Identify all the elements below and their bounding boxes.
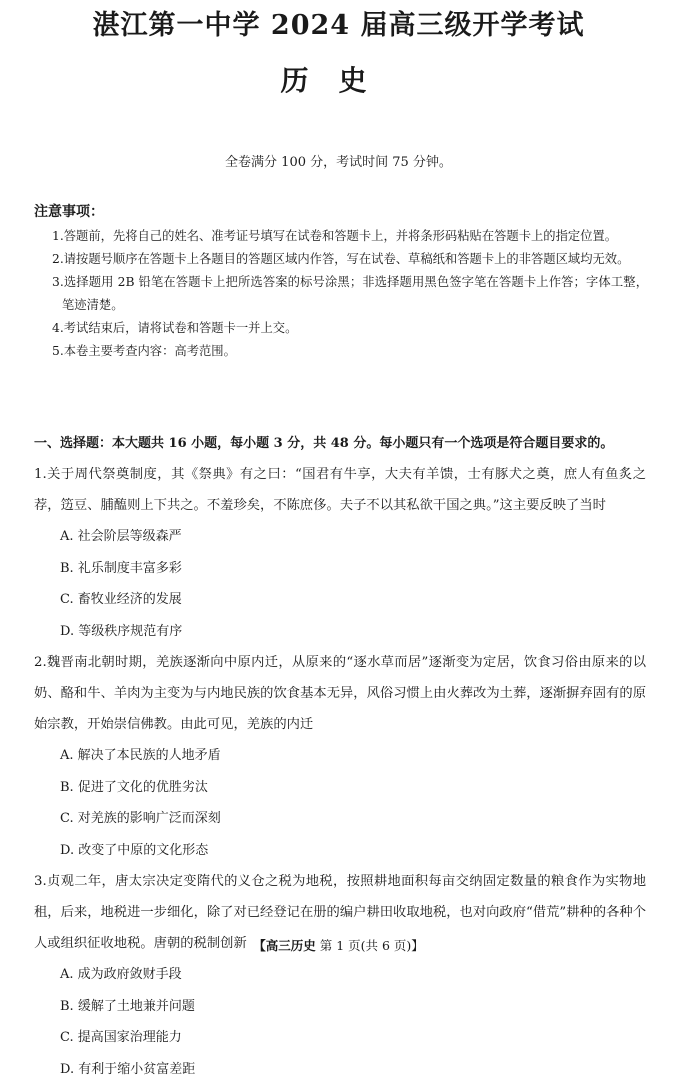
option-group (34, 959, 646, 1085)
question-stem: 1.关于周代祭奠制度，其《祭典》有之曰：“国君有牛享，大夫有羊馈，士有豚犬之奠，庶人有鱼炙之荐，笾豆、脯醢则上下共之。不羞珍矣，不陈庶侈。夫子不以其私欲干国之典。”这主要反映了当时 (34, 459, 646, 521)
question-1 (34, 459, 646, 647)
exam-title: 湛江第一中学 2024 届高三级开学考试 (0, 6, 677, 46)
notice-item-2: 2.请按题号顺序在答题卡上各题目的答题区域内作答，写在试卷、草稿纸和答题卡上的非答题区域均无效。 (34, 248, 654, 271)
notice-heading: 注意事项： (34, 201, 654, 225)
notice-item-5: 5.本卷主要考查内容：高考范围。 (34, 340, 654, 363)
notice-block (34, 201, 654, 363)
option-c[interactable]: C. 畜牧业经济的发展 (60, 584, 366, 616)
question-list (34, 459, 646, 1085)
option-b[interactable]: B. 礼乐制度丰富多彩 (60, 553, 366, 585)
option-d[interactable]: D. 等级秩序规范有序 (60, 616, 366, 648)
notice-item-3: 3.选择题用 2B 铅笔在答题卡上把所选答案的标号涂黑；非选择题用黑色签字笔在答题卡上作答；字体工整，笔迹清楚。 (34, 271, 654, 317)
notice-item-1: 1.答题前，先将自己的姓名、准考证号填写在试卷和答题卡上，并将条形码粘贴在答题卡上的指定位置。 (34, 225, 654, 248)
option-c[interactable]: C. 提高国家治理能力 (60, 1022, 366, 1054)
question-3 (34, 866, 646, 1085)
option-c[interactable]: C. 对羌族的影响广泛而深刻 (60, 803, 366, 835)
option-group (34, 521, 646, 647)
option-group (34, 740, 646, 866)
option-b[interactable]: B. 缓解了土地兼并问题 (60, 991, 366, 1023)
footer-subject-tag: 【高三历史 (253, 938, 316, 953)
exam-info: 全卷满分 100 分，考试时间 75 分钟。 (0, 153, 677, 173)
notice-item-4: 4.考试结束后，请将试卷和答题卡一并上交。 (34, 317, 654, 340)
page-footer (0, 936, 677, 956)
section-heading: 一、选择题：本大题共 16 小题，每小题 3 分，共 48 分。每小题只有一个选项是符合题目要求的。 (34, 433, 654, 455)
option-d[interactable]: D. 改变了中原的文化形态 (60, 835, 366, 867)
option-d[interactable]: D. 有利于缩小贫富差距 (60, 1054, 366, 1085)
footer-page-number: 第 1 页(共 6 页)】 (320, 938, 424, 953)
option-a[interactable]: A. 社会阶层等级森严 (60, 521, 366, 553)
option-a[interactable]: A. 成为政府敛财手段 (60, 959, 366, 991)
question-stem: 3.贞观二年，唐太宗决定变隋代的义仓之税为地税，按照耕地面积每亩交纳固定数量的粮食作为实物地租，后来，地税进一步细化，除了对已经登记在册的编户耕田收取地税，也对向政府“借荒”耕种的各种个人或组织征收地税。唐朝的税制创新 (34, 866, 646, 959)
question-stem: 2.魏晋南北朝时期，羌族逐渐向中原内迁，从原来的“逐水草而居”逐渐变为定居，饮食习俗由原来的以奶、酪和牛、羊肉为主变为与内地民族的饮食基本无异，风俗习惯上由火葬改为土葬，逐渐摒弃固有的原始宗教，开始崇信佛教。由此可见，羌族的内迁 (34, 647, 646, 740)
question-2 (34, 647, 646, 866)
option-b[interactable]: B. 促进了文化的优胜劣汰 (60, 772, 366, 804)
subject-title: 历史 (0, 58, 677, 104)
option-a[interactable]: A. 解决了本民族的人地矛盾 (60, 740, 366, 772)
